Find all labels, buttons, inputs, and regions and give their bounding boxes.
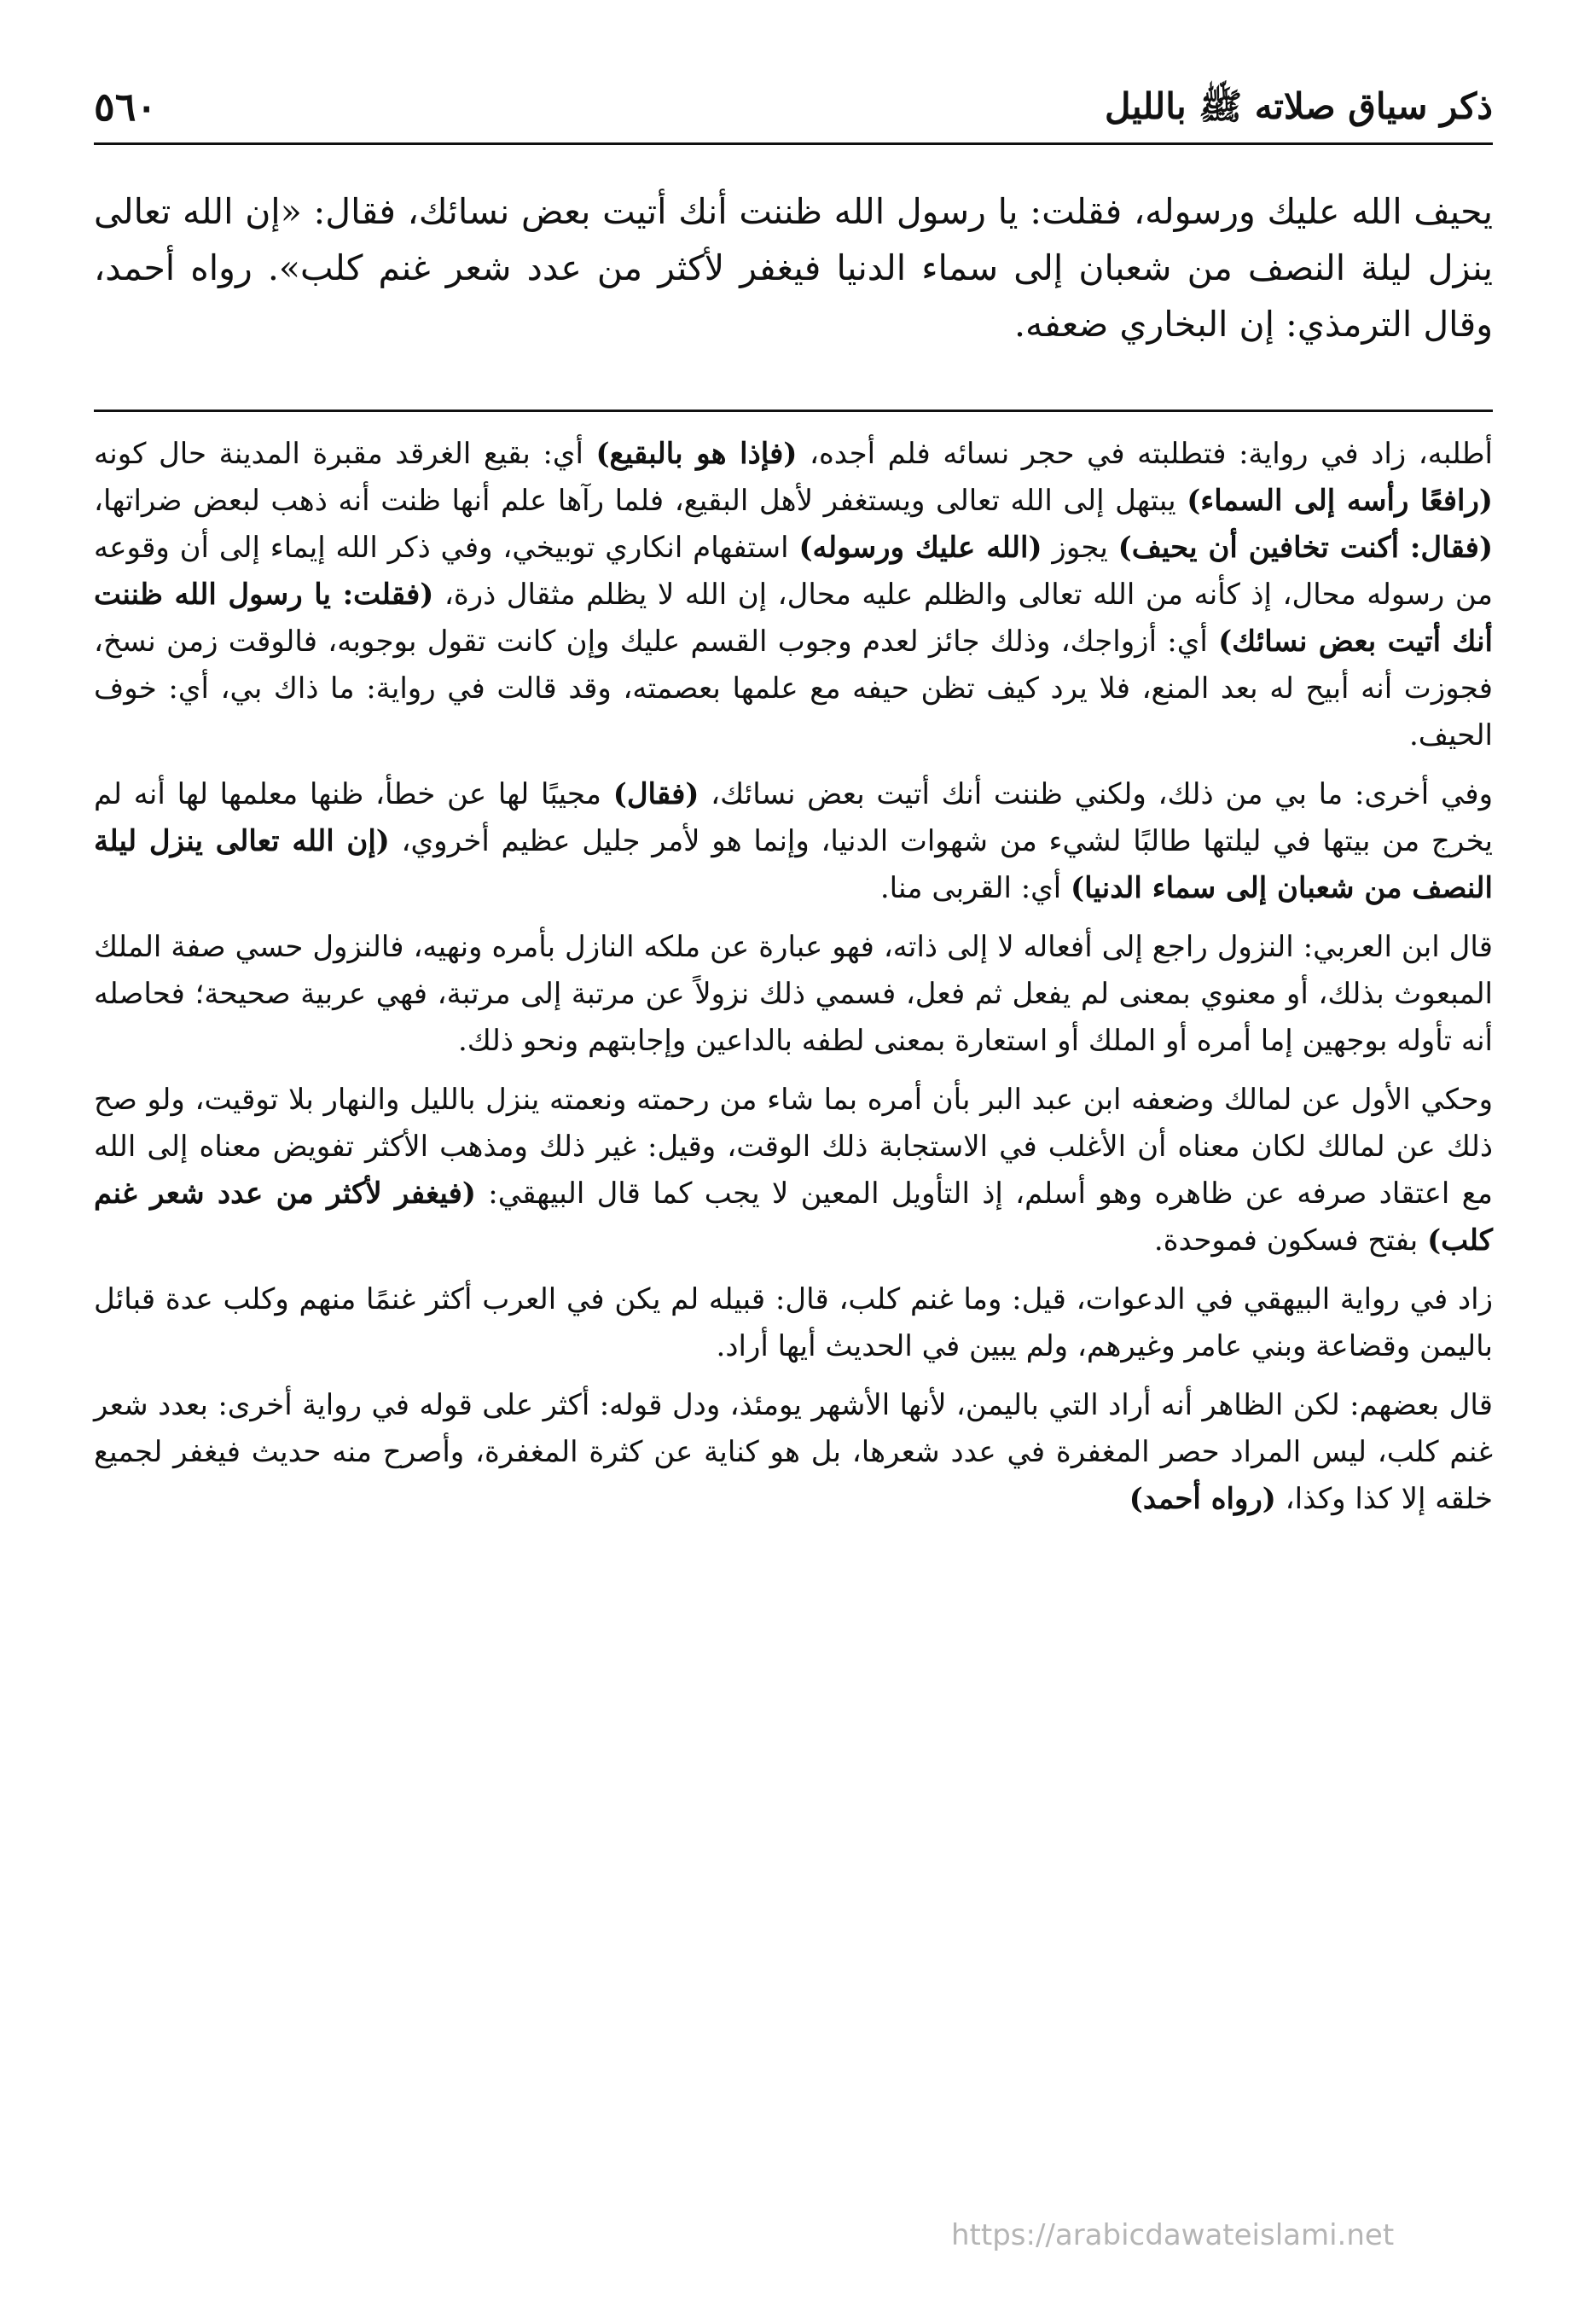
plain-text: استفهام انكاري توبيخي، وفي ذكر الله إيماء إلى أن وقوعه من رسوله محال، إذ كأنه من الله تعالى والظلم عليه محال، إن الله لا يظلم مثقال ذرة، <box>94 531 1493 612</box>
quoted-phrase: (فقلت: يا رسول الله ظننت أنك أتيت بعض نسائك) <box>94 578 1493 659</box>
plain-text: أطلبه، زاد في رواية: فتطلبته في حجر نسائه فلم أجده، <box>797 437 1493 471</box>
quoted-phrase: (الله عليك ورسوله) <box>798 531 1042 565</box>
plain-text: مجيبًا لها عن خطأ، ظنها معلمها لها أنه لم يخرج من بيتها في ليلتها طالبًا لشيء من شهوات الدنيا، وإنما هو لأمر جليل عظيم أخروي، <box>94 777 1494 858</box>
quoted-phrase: (فقال: أكنت تخافين أن يحيف) <box>1117 531 1494 565</box>
plain-text: وحكي الأول عن لمالك وضعفه ابن عبد البر بأن أمره بما شاء من رحمته ونعمته ينزل بالليل والنهار بلا توقيت، ولو صح ذلك عن لمالك لكان معناه أن الأغلب في الاستجابة ذلك الوقت، وقيل: غير ذلك ومذهب الأكثر تفويض معناه إلى الله مع اعتقاد صرفه عن ظاهره وهو أسلم، إذ التأويل المعين لا يجب كما قال البيهقي: <box>94 1083 1493 1211</box>
book-page <box>94 81 1493 2265</box>
header-divider <box>94 142 1493 145</box>
quoted-phrase: (فإذا هو بالبقيع) <box>595 437 798 471</box>
quoted-phrase: (فيغفر لأكثر من عدد شعر غنم كلب) <box>94 1177 1493 1258</box>
watermark-url: https://arabicdawateislami.net <box>951 2218 1395 2252</box>
commentary-paragraph-5: زاد في رواية البيهقي في الدعوات، قيل: وما غنم كلب، قال: قبيله لم يكن في العرب أكثر غنمًا منهم وكلب عدة قبائل باليمن وقضاعة وبني عامر وغيرهم، ولم يبين في الحديث أيها أراد. <box>94 1282 1493 1363</box>
plain-text: أي: القربى منا. <box>879 871 1071 905</box>
page-number: ٥٦٠ <box>94 84 158 130</box>
plain-text: يبتهل إلى الله تعالى ويستغفر لأهل البقيع، فلما رآها علم أنها ظنت أنه ذهب لبعض ضراتها، <box>94 484 1187 518</box>
quoted-phrase: (رواه أحمد) <box>1129 1482 1276 1516</box>
quoted-phrase: (فقال) <box>612 777 699 811</box>
quoted-phrase: (إن الله تعالى ينزل ليلة النصف من شعبان إلى سماء الدنيا) <box>94 824 1493 905</box>
plain-text: أي: بقيع الغرقد مقبرة المدينة حال كونه <box>94 437 596 471</box>
plain-text: بفتح فسكون فموحدة. <box>1153 1223 1428 1258</box>
commentary <box>94 431 1493 1535</box>
hadith-text: يحيف الله عليك ورسوله، فقلت: يا رسول الله ظننت أنك أتيت بعض نسائك، فقال: «إن الله تعالى ينزل ليلة النصف من شعبان إلى سماء الدنيا فيغفر لأكثر من عدد شعر غنم كلب». رواه أحمد، وقال الترمذي: إن البخاري ضعفه. <box>94 191 1493 345</box>
commentary-paragraph-3: قال ابن العربي: النزول راجع إلى أفعاله لا إلى ذاته، فهو عبارة عن ملكه النازل بأمره ونهيه، فالنزول حسي صفة الملك المبعوث بذلك، أو معنوي بمعنى لم يفعل ثم فعل، فسمي ذلك نزولاً عن مرتبة إلى مرتبة، فهي عربية صحيحة؛ فحاصله أنه تأوله بوجهين إما أمره أو الملك أو استعارة بمعنى لطفه بالداعين وإجابتهم ونحو ذلك. <box>94 930 1493 1058</box>
page-header <box>94 81 1493 141</box>
commentary-paragraph-4 <box>94 1077 1493 1264</box>
commentary-paragraph-6 <box>94 1382 1493 1523</box>
commentary-paragraph-1 <box>94 431 1493 759</box>
commentary-paragraph-2 <box>94 771 1493 912</box>
plain-text: يجوز <box>1042 531 1118 565</box>
text-commentary-divider <box>94 410 1493 412</box>
plain-text: وفي أخرى: ما بي من ذلك، ولكني ظننت أنك أتيت بعض نسائك، <box>699 777 1493 811</box>
plain-text: قال بعضهم: لكن الظاهر أنه أراد التي باليمن، لأنها الأشهر يومئذ، ودل قوله: أكثر على قوله في رواية أخرى: بعدد شعر غنم كلب، ليس المراد حصر المغفرة في عدد شعرها، بل هو كناية عن كثرة المغفرة، وأصرح منه حديث فيغفر لجميع خلقه إلا كذا وكذا، <box>94 1388 1493 1516</box>
running-title: ذكر سياق صلاته ﷺ بالليل <box>1105 85 1493 127</box>
plain-text: أي: أزواجك، وذلك جائز لعدم وجوب القسم عليك وإن كانت تقول بوجوبه، فالوقت زمن نسخ، فجوزت أنه أبيح له بعد المنع، فلا يرد كيف تظن حيفه مع علمها بعصمته، وقد قالت في رواية: ما ذاك بي، أي: خوف الحيف. <box>94 625 1493 752</box>
quoted-phrase: (رافعًا رأسه إلى السماء) <box>1187 484 1493 518</box>
